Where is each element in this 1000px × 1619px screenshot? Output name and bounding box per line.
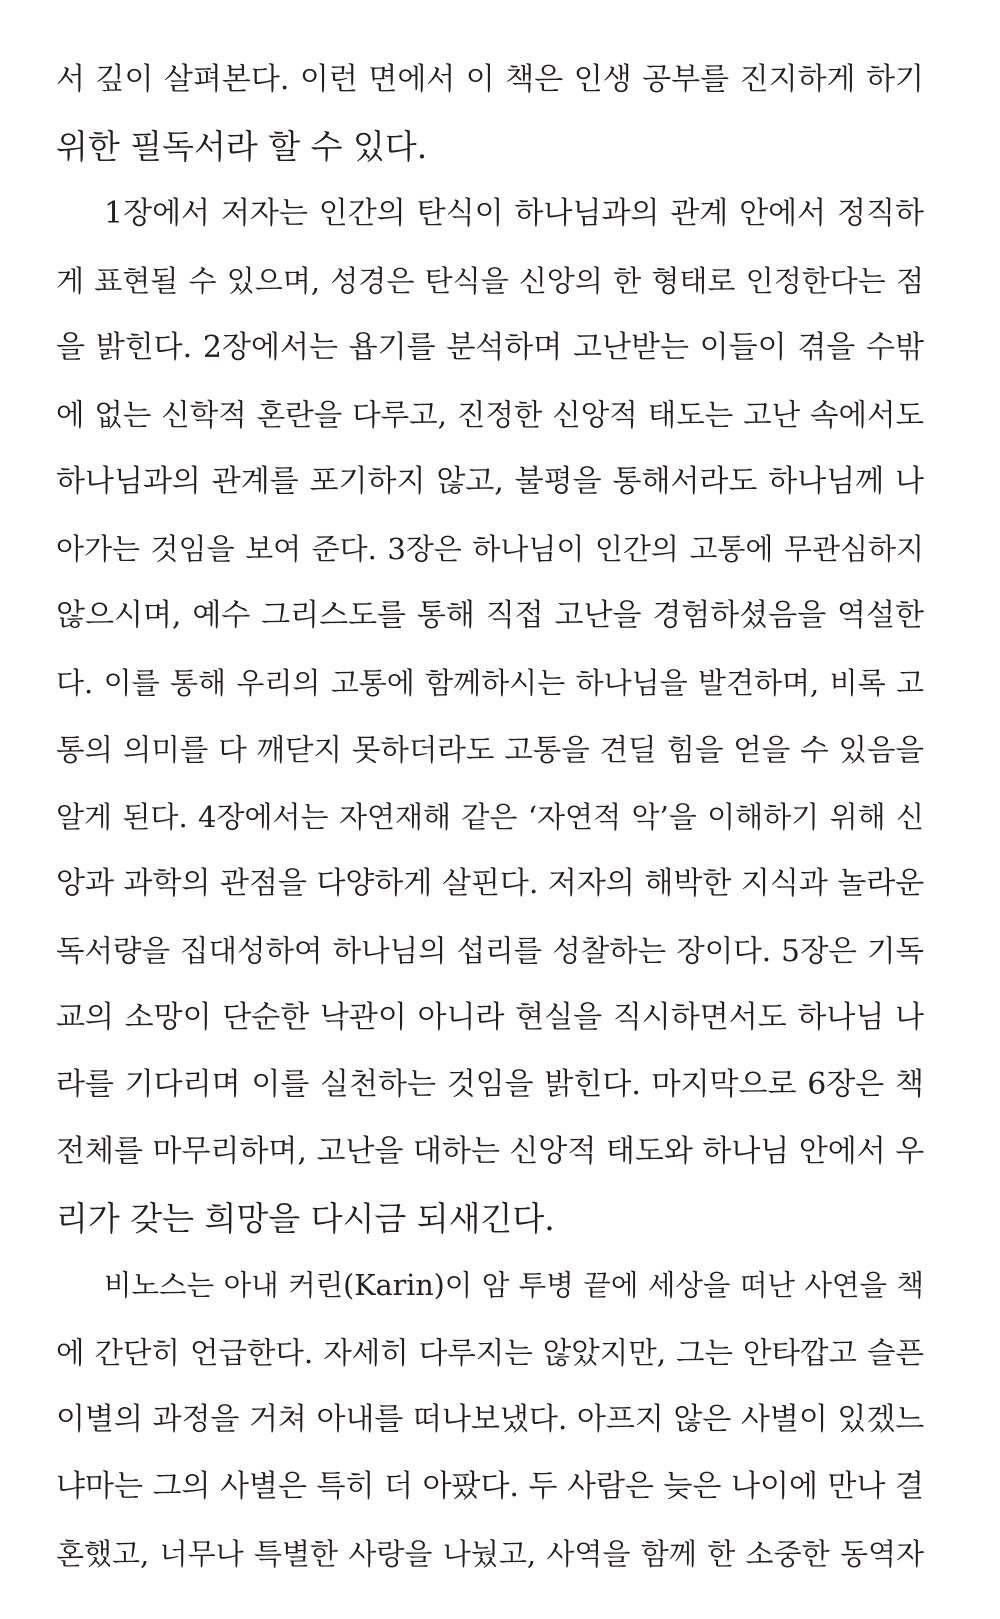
text-line: 혼했고, 너무나 특별한 사랑을 나눴고, 사역을 함께 한 소중한 동역자 <box>56 1537 924 1571</box>
text-line: 비노스는 아내 커린(Karin)이 암 투병 끝에 세상을 떠난 사연을 책 <box>104 1269 924 1302</box>
text-line: 않으시며, 예수 그리스도를 통해 직접 고난을 경험하셨음을 역설한 <box>56 598 924 633</box>
text-line: 냐마는 그의 사별은 특히 더 아팠다. 두 사람은 늦은 나이에 만나 결 <box>56 1469 924 1504</box>
text-line: 알게 된다. 4장에서는 자연재해 같은 ‘자연적 악’을 이해하기 위해 신 <box>56 800 924 834</box>
text-line: 전체를 마무리하며, 고난을 대하는 신앙적 태도와 하나님 안에서 우 <box>56 1134 924 1169</box>
text-line: 앙과 과학의 관점을 다양하게 살핀다. 저자의 해박한 지식과 놀라운 <box>56 866 924 901</box>
text-line: 이별의 과정을 거쳐 아내를 떠나보냈다. 아프지 않은 사별이 있겠느 <box>56 1402 924 1437</box>
text-line: 교의 소망이 단순한 낙관이 아니라 현실을 직시하면서도 하나님 나 <box>56 1000 924 1035</box>
text-line: 라를 기다리며 이를 실천하는 것임을 밝힌다. 마지막으로 6장은 책 <box>56 1067 924 1102</box>
text-line: 독서량을 집대성하여 하나님의 섭리를 성찰하는 장이다. 5장은 기독 <box>56 934 924 968</box>
text-line: 통의 의미를 다 깨닫지 못하더라도 고통을 견딜 힘을 얻을 수 있음을 <box>56 733 924 767</box>
text-line: 게 표현될 수 있으며, 성경은 탄식을 신앙의 한 형태로 인정한다는 점 <box>56 264 924 298</box>
text-line: 리가 갖는 희망을 다시금 되새긴다. <box>56 1199 555 1238</box>
text-line: 아가는 것임을 보여 준다. 3장은 하나님이 인간의 고통에 무관심하지 <box>56 532 924 566</box>
text-line: 을 밝힌다. 2장에서는 욥기를 분석하며 고난받는 이들이 겪을 수밖 <box>56 330 924 365</box>
text-line: 위한 필독서라 할 수 있다. <box>56 127 428 166</box>
text-line: 하나님과의 관계를 포기하지 않고, 불평을 통해서라도 하나님께 나 <box>56 464 924 499</box>
text-line: 1장에서 저자는 인간의 탄식이 하나님과의 관계 안에서 정직하 <box>104 196 924 231</box>
text-line: 에 없는 신학적 혼란을 다루고, 진정한 신앙적 태도는 고난 속에서도 <box>56 398 924 432</box>
text-line: 에 간단히 언급한다. 자세히 다루지는 않았지만, 그는 안타깝고 슬픈 <box>56 1336 924 1370</box>
text-line: 서 깊이 살펴본다. 이런 면에서 이 책은 인생 공부를 진지하게 하기 <box>56 62 924 97</box>
text-line: 다. 이를 통해 우리의 고통에 함께하시는 하나님을 발견하며, 비록 고 <box>56 666 924 700</box>
